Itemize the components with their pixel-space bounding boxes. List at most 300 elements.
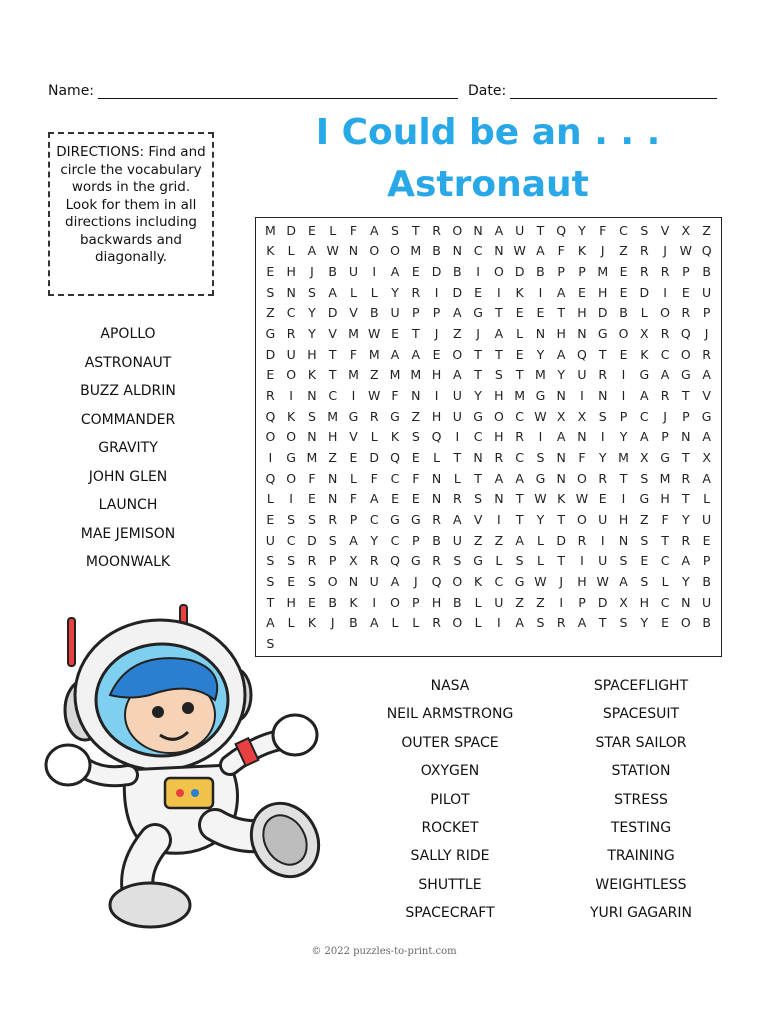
- grid-letter[interactable]: Y: [682, 512, 690, 528]
- grid-letter[interactable]: O: [493, 264, 504, 280]
- grid-letter[interactable]: W: [575, 491, 589, 507]
- grid-letter[interactable]: S: [536, 615, 545, 631]
- grid-letter[interactable]: R: [660, 326, 670, 342]
- grid-letter[interactable]: C: [390, 470, 400, 486]
- grid-letter[interactable]: E: [391, 326, 399, 342]
- grid-letter[interactable]: S: [453, 553, 462, 569]
- grid-letter[interactable]: N: [618, 532, 629, 548]
- grid-letter[interactable]: E: [411, 450, 420, 466]
- grid-letter[interactable]: M: [389, 367, 401, 383]
- grid-letter[interactable]: T: [557, 553, 566, 569]
- grid-letter[interactable]: Y: [536, 512, 545, 528]
- grid-letter[interactable]: A: [494, 470, 504, 486]
- grid-letter[interactable]: C: [515, 450, 525, 466]
- grid-letter[interactable]: L: [349, 470, 357, 486]
- grid-letter[interactable]: S: [411, 429, 420, 445]
- grid-letter[interactable]: H: [639, 594, 649, 610]
- grid-letter[interactable]: B: [702, 264, 711, 280]
- grid-letter[interactable]: J: [600, 243, 605, 259]
- grid-letter[interactable]: J: [434, 326, 439, 342]
- grid-letter[interactable]: W: [534, 574, 547, 590]
- grid-letter[interactable]: G: [680, 367, 691, 383]
- grid-letter[interactable]: I: [621, 388, 626, 404]
- grid-letter[interactable]: Y: [619, 429, 628, 445]
- grid-letter[interactable]: A: [515, 615, 524, 631]
- grid-letter[interactable]: K: [390, 429, 400, 445]
- grid-letter[interactable]: R: [577, 532, 587, 548]
- grid-letter[interactable]: A: [453, 305, 462, 321]
- grid-letter[interactable]: A: [556, 284, 566, 300]
- grid-letter[interactable]: Q: [265, 470, 276, 486]
- grid-letter[interactable]: O: [265, 429, 276, 445]
- grid-letter[interactable]: R: [556, 615, 566, 631]
- grid-letter[interactable]: L: [349, 284, 357, 300]
- grid-letter[interactable]: S: [494, 367, 503, 383]
- grid-letter[interactable]: O: [390, 243, 400, 259]
- grid-letter[interactable]: G: [286, 450, 296, 466]
- grid-letter[interactable]: A: [494, 222, 504, 238]
- grid-letter[interactable]: N: [473, 222, 483, 238]
- grid-letter[interactable]: B: [619, 305, 628, 321]
- grid-letter[interactable]: B: [453, 264, 462, 280]
- grid-letter[interactable]: A: [390, 574, 400, 590]
- grid-letter[interactable]: L: [516, 326, 524, 342]
- grid-letter[interactable]: D: [369, 450, 380, 466]
- grid-letter[interactable]: T: [515, 367, 524, 383]
- grid-letter[interactable]: C: [619, 222, 628, 238]
- grid-letter[interactable]: X: [349, 553, 358, 569]
- grid-letter[interactable]: V: [349, 429, 358, 445]
- grid-letter[interactable]: M: [306, 450, 318, 466]
- grid-letter[interactable]: R: [432, 615, 441, 631]
- grid-letter[interactable]: Y: [640, 615, 649, 631]
- grid-letter[interactable]: E: [307, 222, 316, 238]
- grid-letter[interactable]: P: [412, 305, 420, 321]
- grid-letter[interactable]: J: [413, 574, 418, 590]
- grid-letter[interactable]: Y: [308, 305, 316, 321]
- grid-letter[interactable]: Q: [265, 408, 276, 424]
- grid-letter[interactable]: Y: [578, 222, 586, 238]
- grid-letter[interactable]: G: [701, 408, 712, 424]
- grid-letter[interactable]: G: [473, 305, 483, 321]
- grid-letter[interactable]: A: [536, 243, 545, 259]
- grid-letter[interactable]: L: [287, 615, 295, 631]
- grid-letter[interactable]: N: [411, 388, 421, 404]
- grid-letter[interactable]: T: [411, 222, 420, 238]
- grid-letter[interactable]: G: [535, 470, 546, 486]
- grid-letter[interactable]: I: [497, 512, 501, 528]
- grid-letter[interactable]: P: [702, 305, 711, 321]
- grid-letter[interactable]: S: [307, 408, 316, 424]
- grid-letter[interactable]: T: [682, 450, 690, 466]
- grid-letter[interactable]: H: [556, 326, 566, 342]
- grid-letter[interactable]: S: [266, 284, 275, 300]
- grid-letter[interactable]: B: [536, 264, 545, 280]
- grid-letter[interactable]: P: [702, 553, 711, 569]
- grid-letter[interactable]: U: [494, 594, 504, 610]
- grid-letter[interactable]: J: [330, 615, 335, 631]
- grid-letter[interactable]: E: [266, 367, 275, 383]
- grid-letter[interactable]: Q: [431, 574, 442, 590]
- grid-letter[interactable]: E: [349, 450, 358, 466]
- grid-letter[interactable]: S: [287, 512, 296, 528]
- grid-letter[interactable]: A: [640, 388, 649, 404]
- grid-letter[interactable]: P: [412, 594, 420, 610]
- grid-letter[interactable]: E: [578, 284, 586, 300]
- grid-letter[interactable]: U: [390, 305, 400, 321]
- grid-letter[interactable]: T: [661, 532, 669, 548]
- grid-letter[interactable]: S: [619, 553, 628, 569]
- grid-letter[interactable]: V: [660, 222, 670, 238]
- grid-letter[interactable]: N: [494, 491, 504, 507]
- grid-letter[interactable]: G: [514, 574, 525, 590]
- grid-letter[interactable]: S: [266, 574, 275, 590]
- grid-letter[interactable]: M: [368, 346, 380, 362]
- grid-letter[interactable]: G: [348, 408, 359, 424]
- grid-letter[interactable]: F: [308, 470, 316, 486]
- grid-letter[interactable]: N: [598, 388, 608, 404]
- grid-letter[interactable]: R: [266, 388, 275, 404]
- grid-letter[interactable]: H: [327, 429, 338, 445]
- grid-letter[interactable]: R: [328, 512, 338, 528]
- grid-letter[interactable]: U: [702, 594, 712, 610]
- grid-letter[interactable]: F: [370, 470, 378, 486]
- grid-letter[interactable]: E: [515, 305, 524, 321]
- grid-letter[interactable]: N: [286, 284, 296, 300]
- grid-letter[interactable]: A: [307, 243, 317, 259]
- grid-letter[interactable]: A: [494, 326, 504, 342]
- grid-letter[interactable]: V: [328, 326, 337, 342]
- grid-letter[interactable]: A: [515, 470, 524, 486]
- grid-letter[interactable]: Q: [577, 346, 587, 362]
- grid-letter[interactable]: X: [619, 594, 628, 610]
- grid-letter[interactable]: R: [639, 243, 649, 259]
- grid-letter[interactable]: N: [556, 470, 566, 486]
- grid-letter[interactable]: X: [702, 450, 711, 466]
- grid-letter[interactable]: T: [557, 305, 566, 321]
- grid-letter[interactable]: O: [452, 574, 463, 590]
- grid-letter[interactable]: S: [307, 512, 316, 528]
- grid-letter[interactable]: Q: [556, 222, 567, 238]
- grid-letter[interactable]: E: [287, 574, 296, 590]
- grid-letter[interactable]: B: [432, 532, 441, 548]
- grid-letter[interactable]: O: [286, 470, 297, 486]
- grid-letter[interactable]: N: [431, 491, 442, 507]
- grid-letter[interactable]: L: [391, 615, 399, 631]
- grid-letter[interactable]: R: [515, 429, 524, 445]
- grid-letter[interactable]: A: [577, 615, 587, 631]
- grid-letter[interactable]: Q: [680, 326, 691, 342]
- grid-letter[interactable]: T: [495, 346, 503, 362]
- grid-letter[interactable]: Y: [557, 367, 566, 383]
- grid-letter[interactable]: M: [410, 243, 422, 259]
- grid-letter[interactable]: C: [328, 388, 338, 404]
- grid-letter[interactable]: E: [411, 264, 420, 280]
- grid-letter[interactable]: W: [534, 408, 547, 424]
- grid-letter[interactable]: L: [536, 532, 544, 548]
- grid-letter[interactable]: C: [286, 532, 296, 548]
- grid-letter[interactable]: T: [411, 326, 420, 342]
- grid-letter[interactable]: R: [286, 326, 296, 342]
- grid-letter[interactable]: A: [619, 574, 628, 590]
- grid-letter[interactable]: N: [328, 470, 338, 486]
- grid-letter[interactable]: B: [349, 615, 358, 631]
- grid-letter[interactable]: K: [349, 594, 358, 610]
- grid-letter[interactable]: G: [535, 388, 546, 404]
- grid-letter[interactable]: K: [515, 284, 524, 300]
- grid-letter[interactable]: R: [432, 553, 441, 569]
- grid-letter[interactable]: N: [307, 388, 317, 404]
- grid-letter[interactable]: F: [349, 491, 358, 507]
- grid-letter[interactable]: R: [432, 512, 441, 528]
- grid-letter[interactable]: E: [391, 491, 399, 507]
- grid-letter[interactable]: D: [307, 532, 317, 548]
- grid-letter[interactable]: X: [556, 408, 566, 424]
- grid-letter[interactable]: F: [557, 243, 565, 259]
- grid-letter[interactable]: W: [513, 243, 526, 259]
- grid-letter[interactable]: I: [580, 388, 584, 404]
- grid-letter[interactable]: I: [434, 388, 439, 404]
- grid-letter[interactable]: R: [702, 346, 711, 362]
- grid-letter[interactable]: M: [618, 450, 629, 466]
- grid-letter[interactable]: A: [390, 346, 400, 362]
- grid-letter[interactable]: R: [660, 388, 670, 404]
- grid-letter[interactable]: U: [452, 532, 462, 548]
- grid-letter[interactable]: Z: [619, 243, 628, 259]
- grid-letter[interactable]: E: [307, 594, 316, 610]
- grid-letter[interactable]: O: [327, 574, 338, 590]
- grid-letter[interactable]: E: [266, 512, 275, 528]
- grid-letter[interactable]: C: [660, 553, 670, 569]
- grid-letter[interactable]: Z: [702, 222, 711, 238]
- grid-letter[interactable]: T: [474, 367, 482, 383]
- grid-letter[interactable]: R: [411, 284, 421, 300]
- grid-letter[interactable]: E: [681, 284, 690, 300]
- grid-letter[interactable]: U: [598, 512, 608, 528]
- grid-letter[interactable]: A: [390, 264, 400, 280]
- grid-letter[interactable]: S: [640, 222, 649, 238]
- grid-letter[interactable]: C: [515, 408, 525, 424]
- grid-letter[interactable]: S: [598, 408, 607, 424]
- grid-letter[interactable]: L: [495, 553, 503, 569]
- grid-letter[interactable]: N: [535, 326, 546, 342]
- grid-letter[interactable]: P: [578, 264, 586, 280]
- grid-letter[interactable]: H: [598, 284, 608, 300]
- grid-letter[interactable]: I: [289, 388, 293, 404]
- grid-letter[interactable]: G: [390, 512, 400, 528]
- grid-letter[interactable]: R: [681, 532, 691, 548]
- grid-letter[interactable]: G: [390, 408, 400, 424]
- grid-letter[interactable]: I: [621, 491, 626, 507]
- grid-letter[interactable]: M: [264, 222, 276, 238]
- grid-letter[interactable]: G: [639, 491, 650, 507]
- grid-letter[interactable]: D: [597, 594, 608, 610]
- grid-letter[interactable]: Z: [411, 408, 421, 424]
- grid-letter[interactable]: L: [433, 450, 441, 466]
- grid-letter[interactable]: C: [390, 532, 400, 548]
- grid-letter[interactable]: K: [287, 408, 296, 424]
- grid-letter[interactable]: Z: [473, 532, 483, 548]
- grid-letter[interactable]: T: [682, 388, 690, 404]
- grid-letter[interactable]: M: [659, 470, 671, 486]
- grid-letter[interactable]: I: [497, 615, 501, 631]
- grid-letter[interactable]: B: [328, 594, 337, 610]
- grid-letter[interactable]: K: [307, 615, 317, 631]
- grid-letter[interactable]: Y: [598, 450, 607, 466]
- grid-letter[interactable]: D: [265, 346, 276, 362]
- grid-letter[interactable]: D: [556, 532, 567, 548]
- grid-letter[interactable]: H: [494, 429, 504, 445]
- grid-letter[interactable]: T: [495, 305, 503, 321]
- grid-letter[interactable]: R: [432, 222, 441, 238]
- grid-letter[interactable]: P: [412, 532, 420, 548]
- grid-letter[interactable]: A: [266, 615, 275, 631]
- grid-letter[interactable]: Z: [494, 532, 504, 548]
- grid-letter[interactable]: T: [328, 346, 337, 362]
- grid-letter[interactable]: D: [327, 305, 338, 321]
- grid-letter[interactable]: S: [640, 574, 649, 590]
- grid-letter[interactable]: I: [600, 532, 605, 548]
- grid-letter[interactable]: Q: [701, 243, 712, 259]
- grid-letter[interactable]: T: [328, 367, 337, 383]
- grid-letter[interactable]: U: [348, 264, 359, 280]
- grid-letter[interactable]: S: [536, 450, 545, 466]
- grid-letter[interactable]: I: [372, 594, 377, 610]
- grid-letter[interactable]: A: [556, 429, 566, 445]
- grid-letter[interactable]: C: [286, 305, 296, 321]
- grid-letter[interactable]: O: [452, 222, 463, 238]
- grid-letter[interactable]: Z: [453, 326, 462, 342]
- grid-letter[interactable]: S: [515, 553, 524, 569]
- grid-letter[interactable]: R: [598, 470, 608, 486]
- grid-letter[interactable]: G: [265, 326, 276, 342]
- grid-letter[interactable]: S: [640, 532, 649, 548]
- grid-letter[interactable]: I: [580, 553, 584, 569]
- grid-letter[interactable]: A: [349, 532, 358, 548]
- grid-letter[interactable]: U: [369, 574, 379, 590]
- grid-letter[interactable]: U: [452, 408, 462, 424]
- grid-letter[interactable]: E: [307, 491, 316, 507]
- grid-letter[interactable]: G: [473, 553, 483, 569]
- grid-letter[interactable]: T: [515, 512, 524, 528]
- grid-letter[interactable]: N: [681, 594, 691, 610]
- grid-letter[interactable]: P: [578, 594, 586, 610]
- grid-letter[interactable]: K: [557, 491, 566, 507]
- grid-letter[interactable]: N: [577, 429, 587, 445]
- grid-letter[interactable]: R: [660, 264, 670, 280]
- grid-letter[interactable]: B: [702, 574, 711, 590]
- grid-letter[interactable]: W: [368, 388, 381, 404]
- grid-letter[interactable]: N: [494, 243, 504, 259]
- grid-letter[interactable]: G: [597, 326, 608, 342]
- grid-letter[interactable]: Z: [536, 594, 545, 610]
- grid-letter[interactable]: S: [328, 532, 337, 548]
- grid-letter[interactable]: A: [453, 367, 462, 383]
- grid-letter[interactable]: O: [390, 594, 400, 610]
- grid-letter[interactable]: O: [577, 512, 587, 528]
- grid-letter[interactable]: C: [639, 408, 649, 424]
- grid-letter[interactable]: F: [412, 470, 420, 486]
- grid-letter[interactable]: D: [452, 284, 463, 300]
- grid-letter[interactable]: O: [369, 243, 380, 259]
- grid-letter[interactable]: U: [452, 388, 462, 404]
- grid-letter[interactable]: J: [310, 264, 314, 280]
- grid-letter[interactable]: U: [265, 532, 275, 548]
- grid-letter[interactable]: P: [682, 264, 690, 280]
- grid-letter[interactable]: L: [474, 594, 482, 610]
- grid-letter[interactable]: N: [431, 470, 442, 486]
- grid-letter[interactable]: I: [538, 284, 543, 300]
- grid-letter[interactable]: Z: [266, 305, 275, 321]
- grid-letter[interactable]: C: [473, 429, 483, 445]
- grid-letter[interactable]: F: [578, 450, 586, 466]
- grid-letter[interactable]: T: [474, 346, 482, 362]
- grid-letter[interactable]: I: [268, 450, 273, 466]
- grid-letter[interactable]: T: [536, 222, 545, 238]
- grid-letter[interactable]: B: [453, 594, 462, 610]
- grid-letter[interactable]: R: [681, 470, 691, 486]
- grid-letter[interactable]: C: [473, 243, 483, 259]
- grid-letter[interactable]: U: [598, 553, 608, 569]
- grid-letter[interactable]: T: [474, 470, 482, 486]
- grid-letter[interactable]: I: [289, 491, 293, 507]
- grid-letter[interactable]: K: [307, 367, 317, 383]
- grid-letter[interactable]: Y: [682, 574, 690, 590]
- grid-letter[interactable]: D: [597, 305, 608, 321]
- grid-letter[interactable]: G: [639, 367, 650, 383]
- grid-letter[interactable]: D: [431, 264, 442, 280]
- grid-letter[interactable]: G: [410, 553, 421, 569]
- grid-letter[interactable]: M: [327, 408, 339, 424]
- grid-letter[interactable]: M: [535, 367, 546, 383]
- grid-letter[interactable]: L: [703, 491, 711, 507]
- grid-letter[interactable]: W: [679, 243, 693, 259]
- grid-letter[interactable]: L: [661, 574, 669, 590]
- grid-letter[interactable]: N: [307, 429, 317, 445]
- grid-letter[interactable]: H: [286, 594, 296, 610]
- grid-letter[interactable]: S: [307, 284, 316, 300]
- grid-letter[interactable]: M: [597, 264, 609, 280]
- grid-letter[interactable]: V: [473, 512, 483, 528]
- grid-letter[interactable]: L: [370, 429, 378, 445]
- grid-letter[interactable]: A: [328, 284, 337, 300]
- grid-letter[interactable]: P: [349, 512, 358, 528]
- date-line[interactable]: [510, 82, 717, 99]
- grid-letter[interactable]: A: [660, 367, 670, 383]
- grid-letter[interactable]: K: [474, 574, 483, 590]
- date-field[interactable]: [468, 82, 717, 99]
- grid-letter[interactable]: F: [661, 512, 669, 528]
- grid-letter[interactable]: A: [702, 367, 711, 383]
- grid-letter[interactable]: H: [307, 346, 317, 362]
- grid-letter[interactable]: Q: [431, 429, 442, 445]
- grid-letter[interactable]: J: [704, 326, 709, 342]
- grid-letter[interactable]: A: [702, 470, 711, 486]
- grid-letter[interactable]: E: [515, 346, 524, 362]
- grid-letter[interactable]: L: [474, 615, 482, 631]
- grid-letter[interactable]: R: [681, 305, 691, 321]
- grid-letter[interactable]: U: [577, 367, 587, 383]
- grid-letter[interactable]: V: [349, 305, 358, 321]
- grid-letter[interactable]: T: [682, 491, 690, 507]
- grid-letter[interactable]: Y: [370, 532, 379, 548]
- grid-letter[interactable]: K: [577, 243, 587, 259]
- grid-letter[interactable]: E: [266, 264, 275, 280]
- grid-letter[interactable]: O: [577, 470, 587, 486]
- grid-letter[interactable]: F: [349, 222, 358, 238]
- grid-letter[interactable]: A: [411, 346, 421, 362]
- grid-letter[interactable]: V: [702, 388, 711, 404]
